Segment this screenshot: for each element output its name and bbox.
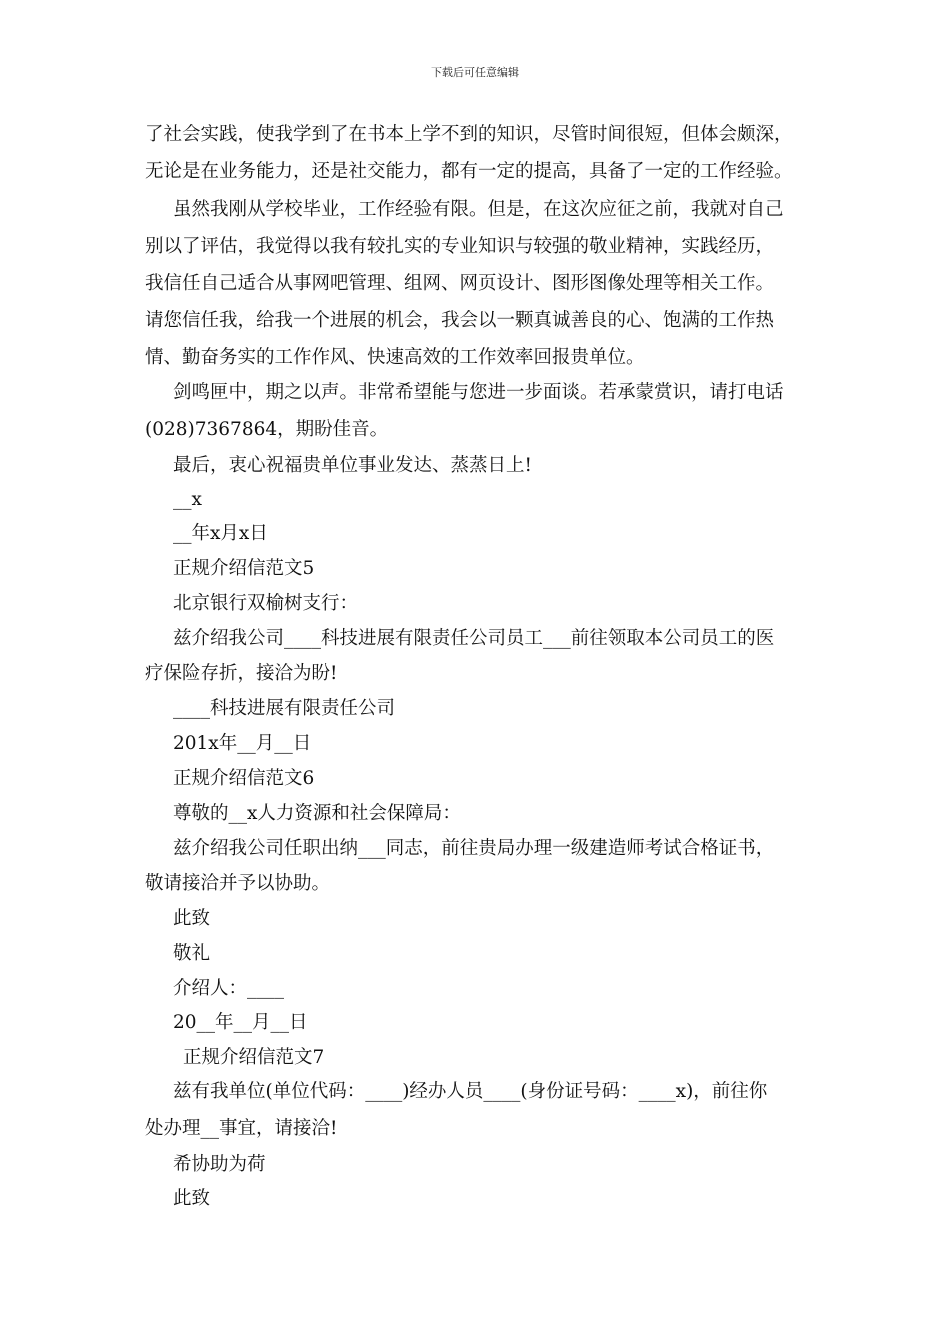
- body-line: 虽然我刚从学校毕业，工作经验有限。但是，在这次应征之前，我就对自己: [173, 199, 784, 220]
- body-line: 敬请接洽并予以协助。: [145, 873, 331, 894]
- closing-line: 敬礼: [173, 943, 211, 964]
- page-header: 下载后可任意编辑: [431, 66, 519, 79]
- date-line: 201x年__月__日: [173, 733, 312, 754]
- section-title: 正规介绍信范文7: [183, 1047, 325, 1068]
- body-line: 兹介绍我公司____科技进展有限责任公司员工___前往领取本公司员工的医: [173, 628, 775, 649]
- introducer-line: 介绍人：____: [173, 978, 285, 999]
- section-title: 正规介绍信范文5: [173, 558, 315, 579]
- body-line: 请您信任我，给我一个进展的机会，我会以一颗真诚善良的心、饱满的工作热: [145, 310, 775, 331]
- addressee-line: 尊敬的__x人力资源和社会保障局：: [173, 803, 461, 824]
- closing-line: 此致: [173, 908, 211, 929]
- signature-line: __x: [173, 489, 202, 510]
- section-title: 正规介绍信范文6: [173, 768, 315, 789]
- body-line: 疗保险存折，接洽为盼!: [145, 663, 338, 684]
- body-line: 我信任自己适合从事网吧管理、组网、网页设计、图形图像处理等相关工作。: [145, 273, 775, 294]
- body-line: 兹介绍我公司任职出纳___同志，前往贵局办理一级建造师考试合格证书，: [173, 838, 775, 859]
- body-line: 了社会实践，使我学到了在书本上学不到的知识，尽管时间很短，但体会颇深，: [145, 124, 793, 145]
- date-line: __年x月x日: [173, 523, 268, 544]
- addressee-line: 北京银行双榆树支行：: [173, 593, 359, 614]
- body-line: 最后，衷心祝福贵单位事业发达、蒸蒸日上!: [173, 455, 532, 476]
- body-line: 情、勤奋务实的工作作风、快速高效的工作效率回报贵单位。: [145, 347, 645, 368]
- closing-line: 希协助为荷: [173, 1154, 266, 1175]
- body-line: 处办理__事宜，请接洽!: [145, 1118, 338, 1139]
- body-line: (028)7367864，期盼佳音。: [145, 419, 389, 440]
- signature-line: ____科技进展有限责任公司: [173, 698, 396, 719]
- closing-line: 此致: [173, 1188, 211, 1209]
- body-line: 无论是在业务能力，还是社交能力，都有一定的提高，具备了一定的工作经验。: [145, 161, 793, 182]
- body-line: 别以了评估，我觉得以我有较扎实的专业知识与较强的敬业精神，实践经历，: [145, 236, 775, 257]
- body-line: 兹有我单位(单位代码：____)经办人员____(身份证号码：____x)，前往你: [173, 1081, 768, 1102]
- body-line: 剑鸣匣中，期之以声。非常希望能与您进一步面谈。若承蒙赏识，请打电话: [173, 382, 784, 403]
- date-line: 20__年__月__日: [173, 1012, 308, 1033]
